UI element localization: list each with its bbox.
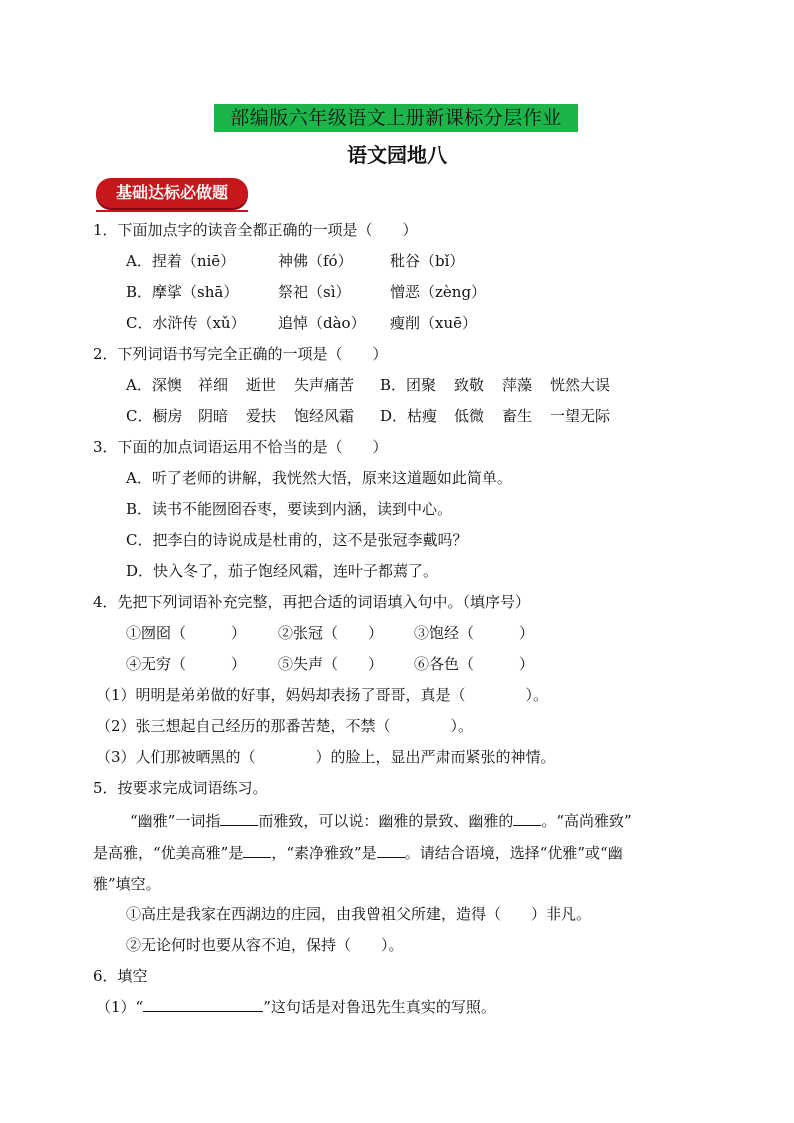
- answer-blank[interactable]: [220, 811, 258, 826]
- q3-option-c: C．把李白的诗说成是杜甫的，这不是张冠李戴吗？: [126, 531, 468, 549]
- q1-option: 瘦削（xuē）: [390, 314, 477, 332]
- q2-word: 致敬: [454, 376, 485, 394]
- section-badge: 基础达标必做题: [96, 178, 248, 208]
- q1-option: C．水浒传（xǔ）: [126, 314, 246, 332]
- q2-word: 萍藻: [502, 376, 533, 394]
- q5-text: ，“素净雅致”是: [271, 844, 377, 862]
- q2-stem: 2．下列词语书写完全正确的一项是（ ）: [93, 345, 388, 363]
- q5-item: ②无论何时也要从容不迫，保持（ ）。: [126, 936, 404, 954]
- q1-option: 憎恶（zèng）: [390, 283, 487, 301]
- q1-option: B．摩挲（shā）: [126, 283, 239, 301]
- q3-stem: 3．下面的加点词语运用不恰当的是（ ）: [93, 438, 388, 456]
- q4-word: ⑤失声（ ）: [278, 655, 384, 673]
- q5-paragraph-line2: [93, 843, 623, 863]
- answer-blank[interactable]: [143, 997, 263, 1012]
- q5-stem: 5．按要求完成词语练习。: [93, 779, 268, 797]
- q2-word: 失声痛苦: [294, 376, 355, 394]
- q2-word: D．枯瘦: [380, 407, 438, 425]
- q4-word: ③饱经（ ）: [414, 624, 535, 642]
- q5-text: 是高雅，“优美高雅”是: [93, 844, 244, 862]
- q2-word: 一望无际: [550, 407, 611, 425]
- q5-text: 而雅致，可以说：幽雅的景致、幽雅的: [258, 812, 514, 830]
- q5-text: 。“高尚雅致”: [541, 812, 632, 830]
- q5-paragraph-line3: 雅”填空。: [93, 875, 161, 893]
- q2-word: A．深懊: [126, 376, 182, 394]
- q3-option-a: A．听了老师的讲解，我恍然大悟，原来这道题如此简单。: [126, 469, 512, 487]
- q4-word: ⑥各色（ ）: [414, 655, 535, 673]
- q2-word: 爱扶: [246, 407, 277, 425]
- q1-option: 秕谷（bǐ）: [390, 252, 465, 270]
- series-banner: 部编版六年级语文上册新课标分层作业: [214, 104, 578, 132]
- q2-word: 低微: [454, 407, 485, 425]
- q2-word: 畜生: [502, 407, 533, 425]
- q4-sentence: （1）明明是弟弟做的好事，妈妈却表扬了哥哥，真是（ ）。: [96, 686, 549, 704]
- q5-text: 。请结合语境，选择“优雅”或“幽: [404, 844, 623, 862]
- q6-text: （1）“: [96, 998, 144, 1016]
- answer-blank[interactable]: [377, 843, 405, 858]
- q1-option: A．捏着（niē）: [126, 252, 236, 270]
- q5-paragraph-line1: [130, 811, 632, 831]
- q4-word: ④无穷（ ）: [126, 655, 247, 673]
- q2-word: 祥细: [198, 376, 229, 394]
- q1-option: 追悼（dào）: [278, 314, 366, 332]
- q4-sentence: （3）人们那被晒黑的（ ）的脸上，显出严肃而紧张的神情。: [96, 748, 556, 766]
- q6-stem: 6．填空: [93, 967, 148, 985]
- answer-blank[interactable]: [513, 811, 541, 826]
- q2-word: 恍然大误: [550, 376, 611, 394]
- q4-word: ②张冠（ ）: [278, 624, 384, 642]
- q2-word: 阴暗: [198, 407, 229, 425]
- q2-word: C．橱房: [126, 407, 183, 425]
- q1-stem: 1．下面加点字的读音全都正确的一项是（ ）: [93, 221, 418, 239]
- page-title: 语文园地八: [347, 143, 447, 167]
- q3-option-d: D．快入冬了，茄子饱经风霜，连叶子都蔫了。: [126, 562, 439, 580]
- q5-item: ①高庄是我家在西湖边的庄园，由我曾祖父所建，造得（ ）非凡。: [126, 905, 592, 923]
- q6-line1: [96, 997, 496, 1017]
- q6-text: ”这句话是对鲁迅先生真实的写照。: [263, 998, 496, 1016]
- q4-stem: 4．先把下列词语补充完整，再把合适的词语填入句中。（填序号）: [93, 593, 531, 611]
- q2-word: B．团聚: [380, 376, 437, 394]
- answer-blank[interactable]: [243, 843, 271, 858]
- q1-option: 祭祀（sì）: [278, 283, 351, 301]
- q3-option-b: B．读书不能囫囵吞枣，要读到内涵，读到中心。: [126, 500, 453, 518]
- q5-text: “幽雅”一词指: [130, 812, 221, 830]
- q1-option: 神佛（fó）: [278, 252, 353, 270]
- q2-word: 逝世: [246, 376, 277, 394]
- q4-word: ①囫囵（ ）: [126, 624, 247, 642]
- q4-sentence: （2）张三想起自己经历的那番苦楚，不禁（ ）。: [96, 717, 474, 735]
- q2-word: 饱经风霜: [294, 407, 355, 425]
